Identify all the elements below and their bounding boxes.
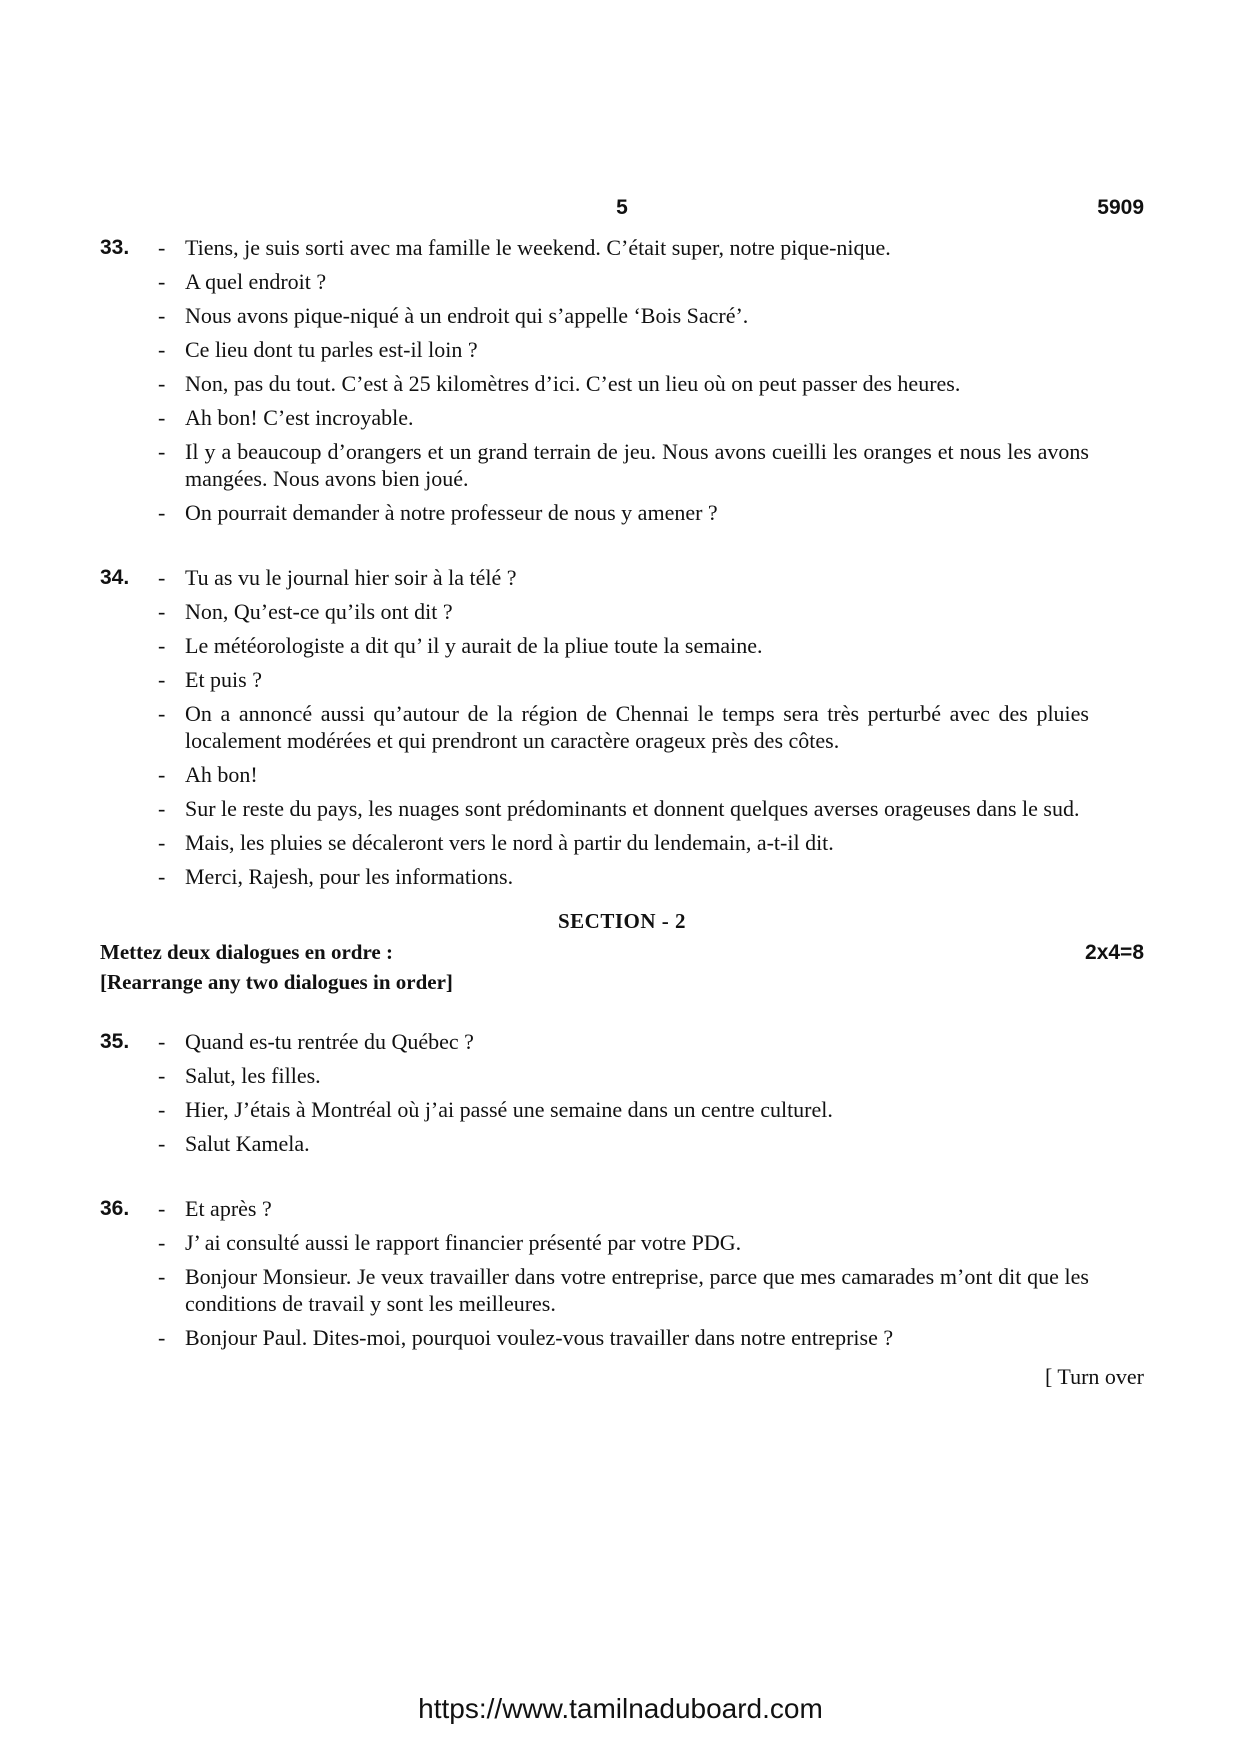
dialogue-line: - Ah bon!	[155, 761, 1089, 788]
dialogue-line: - Salut Kamela.	[155, 1130, 1089, 1157]
dialogue-line: - Nous avons pique-niqué à un endroit qui s’appelle ‘Bois Sacré’.	[155, 302, 1089, 329]
dialogue-line: - Le météorologiste a dit qu’ il y aurait de la pliue toute la semaine.	[155, 632, 1089, 659]
section-title: SECTION - 2	[557, 909, 687, 933]
dialogue-line: - Mais, les pluies se décaleront vers le nord à partir du lendemain, a-t-il dit.	[155, 829, 1089, 856]
instruction-english: [Rearrange any two dialogues in order]	[100, 970, 453, 994]
spacer	[100, 1164, 1144, 1195]
dialogue-line: - Tiens, je suis sorti avec ma famille le weekend. C’était super, notre pique-nique.	[155, 234, 1089, 261]
footer-url: https://www.tamilnaduboard.com	[418, 1693, 823, 1724]
question-36	[100, 1195, 1144, 1351]
dialogue-line: - On a annoncé aussi qu’autour de la région de Chennai le temps sera très perturbé avec des pluies localement modérées et qui prendront un caractère orageux près des côtes.	[155, 700, 1089, 754]
page-number: 5	[616, 196, 628, 219]
instruction-french: Mettez deux dialogues en ordre :	[100, 940, 393, 964]
dialogue-lines	[155, 1195, 1089, 1351]
turn-over-note: [ Turn over	[1044, 1364, 1144, 1389]
spacer	[100, 533, 1144, 564]
dialogue-line: - Bonjour Paul. Dites-moi, pourquoi voulez-vous travailler dans notre entreprise ?	[155, 1324, 1089, 1351]
question-33	[100, 234, 1144, 526]
question-number: 34.	[100, 566, 130, 589]
marks-allocation: 2x4=8	[1085, 941, 1144, 964]
dialogue-line: - J’ ai consulté aussi le rapport financier présenté par votre PDG.	[155, 1229, 1089, 1256]
question-35	[100, 1028, 1144, 1157]
paper-code: 5909	[1097, 196, 1144, 219]
dialogue-line: - Bonjour Monsieur. Je veux travailler dans votre entreprise, parce que mes camarades m’ont dit que les conditions de travail y sont les meilleures.	[155, 1263, 1089, 1317]
dialogue-line: - Il y a beaucoup d’orangers et un grand terrain de jeu. Nous avons cueilli les oranges et nous les avons mangées. Nous avons bien joué.	[155, 438, 1089, 492]
dialogue-line: - Non, Qu’est-ce qu’ils ont dit ?	[155, 598, 1089, 625]
question-number: 33.	[100, 236, 130, 259]
dialogue-line: - Tu as vu le journal hier soir à la télé ?	[155, 564, 1089, 591]
dialogue-line: - Sur le reste du pays, les nuages sont prédominants et donnent quelques averses orageuses dans le sud.	[155, 795, 1089, 822]
question-number: 35.	[100, 1030, 130, 1053]
page-header	[100, 196, 1144, 226]
dialogue-line: - Et après ?	[155, 1195, 1089, 1222]
dialogue-line: - Et puis ?	[155, 666, 1089, 693]
dialogue-line: - Non, pas du tout. C’est à 25 kilomètres d’ici. C’est un lieu où on peut passer des heures.	[155, 370, 1089, 397]
dialogue-lines	[155, 564, 1089, 890]
dialogue-line: - Merci, Rajesh, pour les informations.	[155, 863, 1089, 890]
section-instruction	[100, 939, 1144, 969]
question-34	[100, 564, 1144, 890]
dialogue-line: - Salut, les filles.	[155, 1062, 1089, 1089]
dialogue-line: - On pourrait demander à notre professeur de nous y amener ?	[155, 499, 1089, 526]
question-number: 36.	[100, 1197, 130, 1220]
exam-content	[100, 234, 1144, 1390]
dialogue-line: - Hier, J’étais à Montréal où j’ai passé une semaine dans un centre culturel.	[155, 1096, 1089, 1123]
dialogue-lines	[155, 234, 1089, 526]
dialogue-line: - Ce lieu dont tu parles est-il loin ?	[155, 336, 1089, 363]
dialogue-lines	[155, 1028, 1089, 1157]
dialogue-line: - Quand es-tu rentrée du Québec ?	[155, 1028, 1089, 1055]
dialogue-line: - Ah bon! C’est incroyable.	[155, 404, 1089, 431]
dialogue-line: - A quel endroit ?	[155, 268, 1089, 295]
